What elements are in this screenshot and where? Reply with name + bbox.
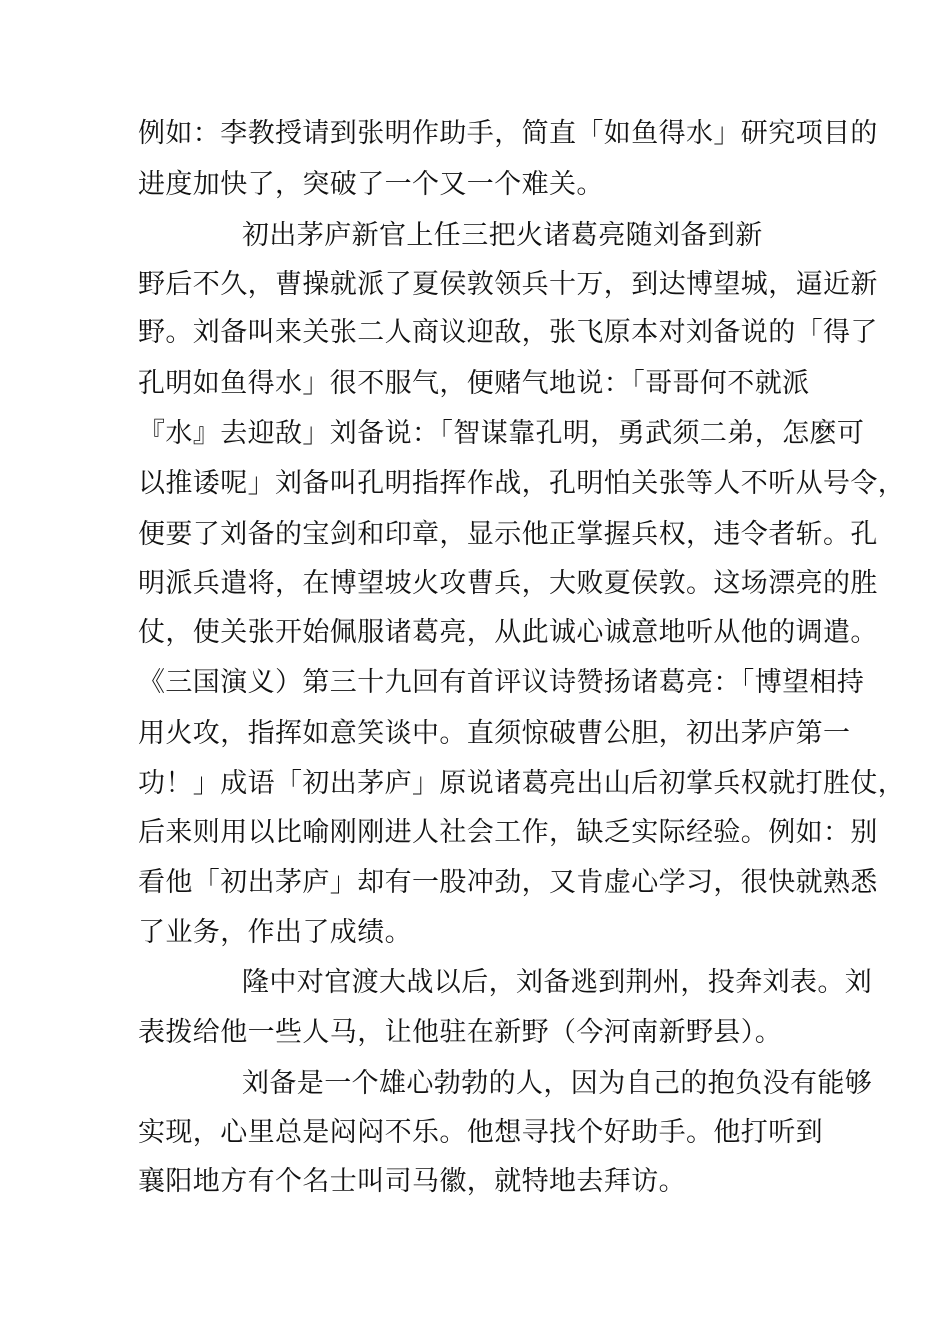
- text-line: 孔明如鱼得水」很不服气，便赌气地说：「哥哥何不就派: [138, 368, 810, 399]
- text-line: 襄阳地方有个名士叫司马徽，就特地去拜访。: [138, 1166, 686, 1197]
- text-line: 功！」成语「初出茅庐」原说诸葛亮出山后初掌兵权就打胜仗，: [138, 768, 906, 799]
- text-line-indented: 初出茅庐新官上任三把火诸葛亮随刘备到新: [242, 220, 763, 251]
- text-line: 以推诿呢」刘备叫孔明指挥作战，孔明怕关张等人不听从号令，: [138, 468, 906, 499]
- text-line: 实现，心里总是闷闷不乐。他想寻找个好助手。他打听到: [138, 1117, 823, 1148]
- text-line: 『水』去迎敌」刘备说：「智谋靠孔明，勇武须二弟，怎麽可: [138, 418, 865, 449]
- text-line-indented: 刘备是一个雄心勃勃的人，因为自己的抱负没有能够: [242, 1068, 873, 1099]
- text-line: 进度加快了，突破了一个又一个难关。: [138, 169, 604, 200]
- text-line-indented: 隆中对官渡大战以后，刘备逃到荆州，投奔刘表。刘: [242, 967, 873, 998]
- text-line: 明派兵遣将，在博望坡火攻曹兵，大败夏侯敦。这场漂亮的胜: [138, 568, 878, 599]
- text-line: 后来则用以比喻刚刚进人社会工作，缺乏实际经验。例如：别: [138, 817, 878, 848]
- text-line: 仗，使关张开始佩服诸葛亮，从此诚心诚意地听从他的调遣。: [138, 617, 878, 648]
- text-line: 用火攻，指挥如意笑谈中。直须惊破曹公胆，初出茅庐第一: [138, 718, 851, 749]
- text-line: 例如：李教授请到张明作助手，简直「如鱼得水」研究项目的: [138, 118, 878, 149]
- text-line: 看他「初出茅庐」却有一股冲劲，又肯虚心学习，很快就熟悉: [138, 867, 878, 898]
- text-line: 野。刘备叫来关张二人商议迎敌，张飞原本对刘备说的「得了: [138, 317, 878, 348]
- text-line: 了业务，作出了成绩。: [138, 917, 412, 948]
- text-line: 便要了刘备的宝剑和印章，显示他正掌握兵权，违令者斩。孔: [138, 519, 878, 550]
- text-line: 野后不久，曹操就派了夏侯敦领兵十万，到达博望城，逼近新: [138, 269, 878, 300]
- text-line: 表拨给他一些人马，让他驻在新野（今河南新野县）。: [138, 1017, 783, 1048]
- text-line: 《三国演义）第三十九回有首评议诗赞扬诸葛亮：「博望相持: [138, 667, 865, 698]
